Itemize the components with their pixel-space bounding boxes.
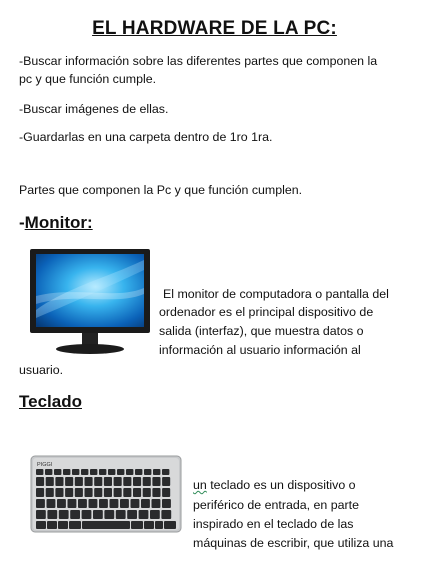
keyboard-key: [108, 469, 115, 475]
intro-text: Partes que componen la Pc y que función cumplen.: [19, 183, 303, 197]
keyboard-image: [30, 455, 182, 533]
keyboard-key: [75, 488, 83, 497]
keyboard-key: [104, 510, 114, 519]
keyboard-key: [93, 510, 103, 519]
keyboard-key: [131, 521, 143, 529]
teclado-text-first-word: un: [193, 478, 207, 492]
teclado-heading: [19, 392, 82, 412]
keyboard-key: [59, 510, 69, 519]
keyboard-key: [36, 499, 45, 508]
keyboard-key: [123, 488, 131, 497]
teclado-text-line-2: periférico de entrada, en parte: [193, 498, 360, 512]
keyboard-key: [82, 521, 130, 529]
keyboard-key: [94, 477, 102, 486]
keyboard-key: [99, 469, 106, 475]
keyboard-key: [162, 477, 170, 486]
teclado-text-first-rest: teclado es un dispositivo o: [206, 478, 356, 492]
task-2: -Buscar imágenes de ellas.: [19, 102, 169, 116]
monitor-heading-prefix: -: [19, 213, 25, 232]
keyboard-key: [110, 499, 119, 508]
keyboard-key: [55, 477, 63, 486]
keyboard-key: [46, 477, 54, 486]
monitor-heading: [19, 213, 93, 233]
keyboard-key: [58, 521, 68, 529]
monitor-text-line-1: El monitor de computadora o pantalla del: [163, 287, 389, 301]
teclado-text-line-4: máquinas de escribir, que utiliza una: [193, 536, 394, 550]
keyboard-key: [99, 499, 108, 508]
task-1: -Buscar información sobre las diferentes partes que componen la pc y que función cumple.: [19, 54, 378, 86]
teclado-text-line-3: inspirado en el teclado de las: [193, 517, 354, 531]
keyboard-key: [82, 510, 92, 519]
keyboard-key: [131, 499, 140, 508]
keyboard-key: [104, 477, 112, 486]
keyboard-key: [68, 499, 77, 508]
keyboard-key: [36, 510, 46, 519]
keyboard-key: [162, 499, 171, 508]
keyboard-key: [127, 510, 137, 519]
keyboard-key: [46, 488, 54, 497]
keyboard-key: [70, 510, 80, 519]
keyboard-key: [75, 477, 83, 486]
keyboard-key: [47, 499, 56, 508]
keyboard-key: [141, 499, 150, 508]
monitor-image: [26, 248, 154, 356]
keyboard-key: [161, 510, 171, 519]
keyboard-key: [162, 488, 170, 497]
keyboard-key: [65, 477, 73, 486]
keyboard-key: [47, 510, 57, 519]
keyboard-key: [152, 488, 160, 497]
keyboard-key: [135, 469, 142, 475]
keyboard-key: [69, 521, 81, 529]
keyboard-key: [36, 488, 44, 497]
page-title: EL HARDWARE DE LA PC:: [92, 18, 337, 39]
monitor-heading-label: Monitor:: [24, 213, 93, 232]
keyboard-key: [126, 469, 133, 475]
keyboard-key: [36, 521, 46, 529]
keyboard-key: [57, 499, 66, 508]
task-3: -Guardarlas en una carpeta dentro de 1ro 1ra.: [19, 130, 273, 144]
keyboard-key: [72, 469, 79, 475]
keyboard-key: [133, 477, 141, 486]
keyboard-key: [36, 469, 43, 475]
keyboard-key: [45, 469, 52, 475]
keyboard-key: [90, 469, 97, 475]
keyboard-key: [153, 469, 160, 475]
keyboard-key: [120, 499, 129, 508]
keyboard-key: [94, 488, 102, 497]
monitor-text-line-4: información al usuario información al: [159, 343, 361, 357]
keyboard-key: [81, 469, 88, 475]
keyboard-key: [36, 477, 44, 486]
keyboard-key: [150, 510, 160, 519]
monitor-text-line-5: usuario.: [19, 363, 64, 377]
keyboard-key: [144, 469, 151, 475]
monitor-text-line-2: ordenador es el principal dispositivo de: [159, 305, 374, 319]
keyboard-key: [114, 488, 122, 497]
keyboard-key: [89, 499, 98, 508]
monitor-text-line-3: salida (interfaz), que muestra datos o: [159, 324, 364, 338]
keyboard-key: [162, 469, 169, 475]
keyboard-key: [143, 477, 151, 486]
keyboard-key: [55, 488, 63, 497]
keyboard-key: [139, 510, 149, 519]
keyboard-key: [114, 477, 122, 486]
keyboard-key: [85, 488, 93, 497]
keyboard-brand: PIGGI: [37, 462, 53, 468]
keyboard-key: [152, 499, 161, 508]
teclado-heading-label: Teclado: [19, 392, 82, 411]
keyboard-key: [155, 521, 163, 529]
keyboard-key: [144, 521, 154, 529]
keyboard-key: [133, 488, 141, 497]
keyboard-key: [116, 510, 126, 519]
keyboard-key: [85, 477, 93, 486]
keyboard-key: [143, 488, 151, 497]
keyboard-key: [54, 469, 61, 475]
keyboard-key: [78, 499, 87, 508]
keyboard-key: [123, 477, 131, 486]
keyboard-key: [47, 521, 57, 529]
keyboard-key: [63, 469, 70, 475]
keyboard-key: [117, 469, 124, 475]
keyboard-key: [65, 488, 73, 497]
keyboard-key: [164, 521, 176, 529]
teclado-text-line-1: [193, 476, 356, 494]
keyboard-key: [104, 488, 112, 497]
keyboard-key: [152, 477, 160, 486]
